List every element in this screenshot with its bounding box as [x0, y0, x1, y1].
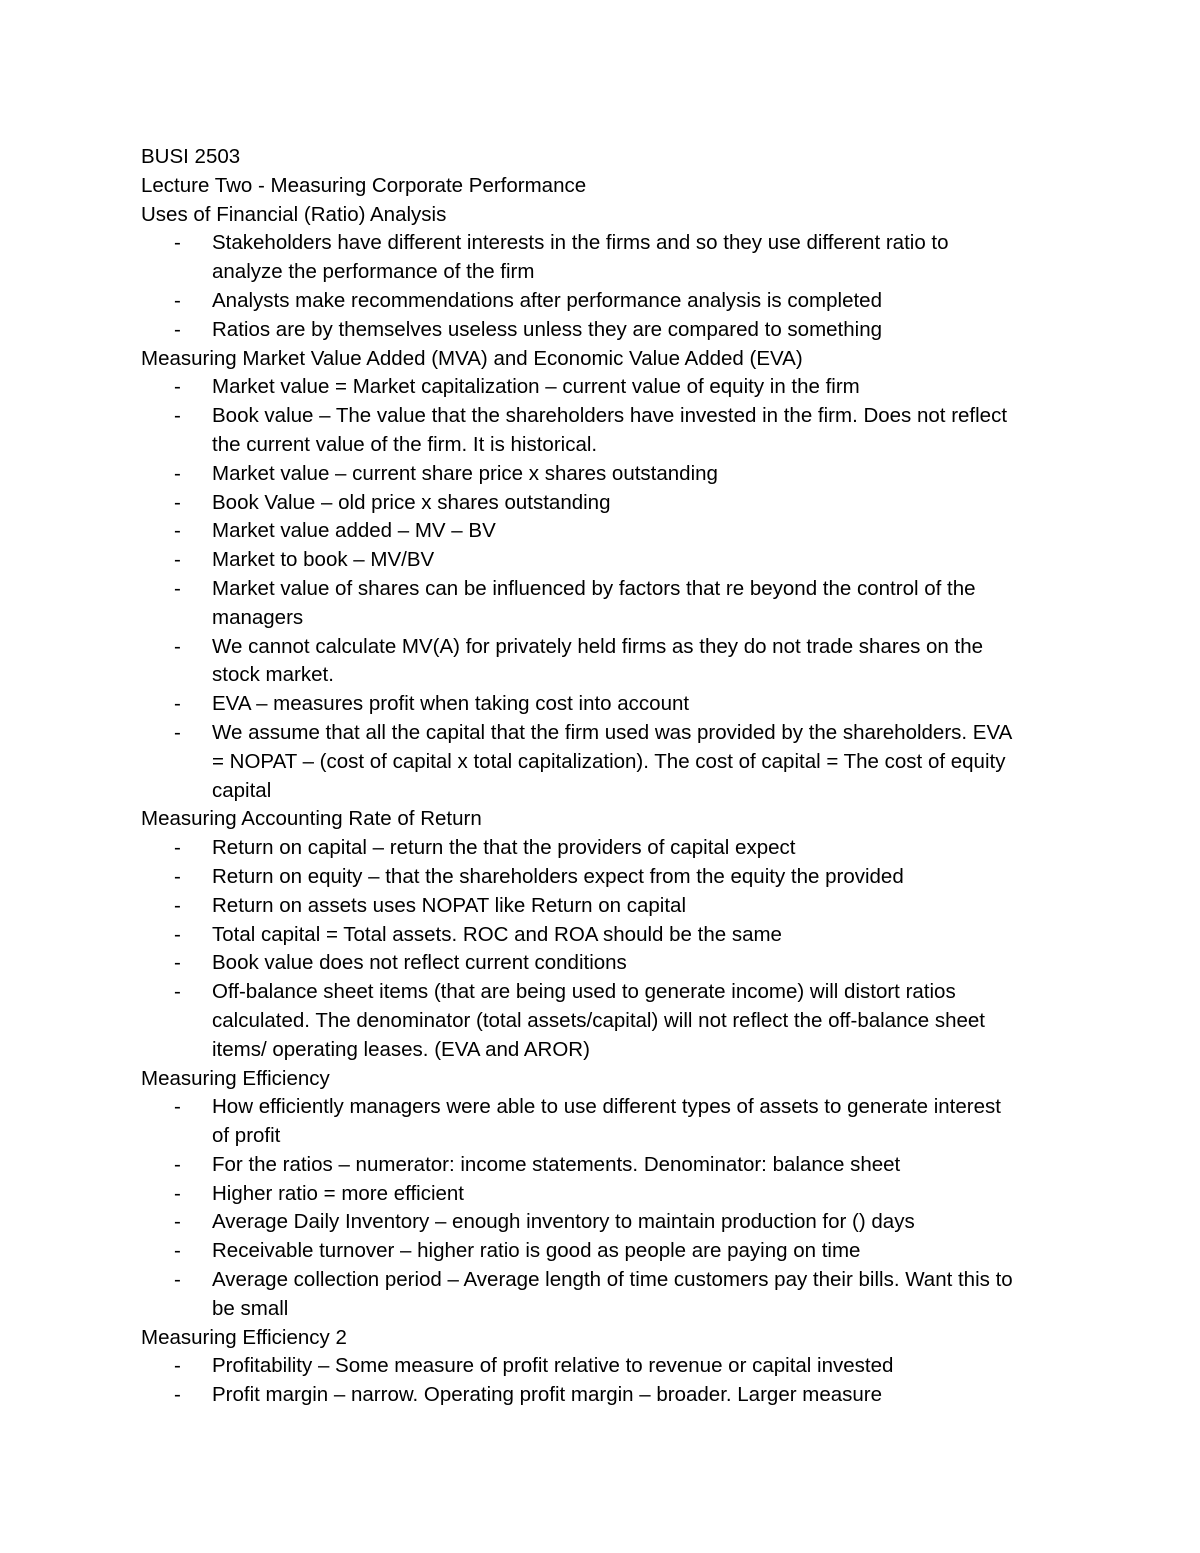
section-heading: Measuring Efficiency — [141, 1066, 330, 1090]
list-item — [141, 921, 1071, 950]
list-item-line: capital — [212, 778, 272, 802]
list-item — [141, 373, 1071, 402]
list-item — [141, 316, 1071, 345]
list-item — [141, 892, 1071, 921]
section-heading: Measuring Accounting Rate of Return — [141, 807, 482, 831]
list-item-text — [212, 921, 1072, 950]
list-item-line: = NOPAT – (cost of capital x total capitalization). The cost of capital = The cost of equity — [212, 749, 1006, 773]
bullet-dash-icon: - — [174, 404, 181, 428]
list-item — [141, 1093, 1071, 1151]
bullet-dash-icon: - — [174, 1268, 181, 1292]
list-item — [141, 1151, 1071, 1180]
bullet-dash-icon: - — [174, 1095, 181, 1119]
bullet-list — [141, 373, 1071, 805]
list-item-line: Profit margin – narrow. Operating profit margin – broader. Larger measure — [212, 1383, 882, 1407]
list-item — [141, 978, 1071, 1064]
list-item — [141, 633, 1071, 691]
bullet-dash-icon: - — [174, 634, 181, 658]
list-item-line: managers — [212, 605, 304, 629]
bullet-dash-icon: - — [174, 692, 181, 716]
list-item-text — [212, 863, 1072, 892]
bullet-dash-icon: - — [174, 951, 181, 975]
list-item — [141, 402, 1071, 460]
list-item-text — [212, 316, 1072, 345]
list-item-text — [212, 633, 1072, 691]
list-item-text — [212, 373, 1072, 402]
list-item-text — [212, 949, 1072, 978]
list-item-text — [212, 719, 1072, 805]
bullet-dash-icon: - — [174, 288, 181, 312]
list-item-line: We cannot calculate MV(A) for privately held firms as they do not trade shares on the — [212, 634, 984, 658]
list-item-line: Return on equity – that the shareholders expect from the equity the provided — [212, 864, 904, 888]
list-item-line: Return on capital – return the that the providers of capital expect — [212, 836, 796, 860]
list-item-text — [212, 287, 1072, 316]
list-item-line: Higher ratio = more efficient — [212, 1181, 465, 1205]
list-item-text — [212, 978, 1072, 1064]
bullet-dash-icon: - — [174, 1181, 181, 1205]
list-item — [141, 546, 1071, 575]
section-heading: Uses of Financial (Ratio) Analysis — [141, 202, 447, 226]
section-heading: Measuring Efficiency 2 — [141, 1325, 347, 1349]
list-item-text — [212, 402, 1072, 460]
list-item — [141, 1180, 1071, 1209]
list-item-text — [212, 1151, 1072, 1180]
list-item-line: calculated. The denominator (total assets/capital) will not reflect the off-balance sheet — [212, 1008, 985, 1032]
bullet-list — [141, 834, 1071, 1064]
list-item-line: Market value – current share price x shares outstanding — [212, 461, 718, 485]
list-item-text — [212, 517, 1072, 546]
list-item — [141, 863, 1071, 892]
list-item — [141, 229, 1071, 287]
list-item — [141, 1208, 1071, 1237]
list-item-line: stock market. — [212, 663, 334, 687]
lecture-title: Lecture Two - Measuring Corporate Performance — [141, 173, 587, 197]
list-item-text — [212, 229, 1072, 287]
bullet-dash-icon: - — [174, 548, 181, 572]
list-item — [141, 489, 1071, 518]
list-item-text — [212, 1208, 1072, 1237]
list-item-line: Off-balance sheet items (that are being used to generate income) will distort ratios — [212, 980, 956, 1004]
list-item-line: Total capital = Total assets. ROC and ROA should be the same — [212, 922, 782, 946]
list-item-line: Market value = Market capitalization – current value of equity in the firm — [212, 375, 860, 399]
list-item-line: the current value of the firm. It is historical. — [212, 432, 598, 456]
bullet-dash-icon: - — [174, 836, 181, 860]
list-item-line: Return on assets uses NOPAT like Return on capital — [212, 893, 687, 917]
list-item-line: Book Value – old price x shares outstanding — [212, 490, 611, 514]
list-item — [141, 1237, 1071, 1266]
bullet-list — [141, 1093, 1071, 1323]
list-item-text — [212, 460, 1072, 489]
bullet-dash-icon: - — [174, 317, 181, 341]
list-item-text — [212, 1093, 1072, 1151]
list-item-line: For the ratios – numerator: income statements. Denominator: balance sheet — [212, 1152, 901, 1176]
list-item-line: EVA – measures profit when taking cost into account — [212, 692, 690, 716]
bullet-dash-icon: - — [174, 490, 181, 514]
bullet-dash-icon: - — [174, 980, 181, 1004]
list-item-text — [212, 489, 1072, 518]
bullet-dash-icon: - — [174, 461, 181, 485]
list-item-line: Book value does not reflect current conditions — [212, 951, 627, 975]
list-item — [141, 690, 1071, 719]
list-item-line: analyze the performance of the firm — [212, 260, 535, 284]
bullet-dash-icon: - — [174, 576, 181, 600]
list-item-line: Average Daily Inventory – enough inventory to maintain production for () days — [212, 1210, 915, 1234]
list-item — [141, 287, 1071, 316]
course-code: BUSI 2503 — [141, 145, 241, 168]
list-item-text — [212, 1237, 1072, 1266]
bullet-dash-icon: - — [174, 1354, 181, 1378]
bullet-dash-icon: - — [174, 1239, 181, 1263]
bullet-list — [141, 229, 1071, 344]
list-item-line: be small — [212, 1296, 289, 1320]
bullet-dash-icon: - — [174, 864, 181, 888]
list-item-line: We assume that all the capital that the firm used was provided by the shareholders. EVA — [212, 720, 1013, 744]
list-item-line: Market value of shares can be influenced by factors that re beyond the control of the — [212, 576, 976, 600]
list-item-line: Market to book – MV/BV — [212, 548, 435, 572]
list-item-line: Market value added – MV – BV — [212, 519, 496, 543]
bullet-dash-icon: - — [174, 720, 181, 744]
list-item-line: Average collection period – Average length of time customers pay their bills. Want this to — [212, 1268, 1013, 1292]
bullet-dash-icon: - — [174, 922, 181, 946]
list-item — [141, 517, 1071, 546]
list-item-line: Receivable turnover – higher ratio is good as people are paying on time — [212, 1239, 861, 1263]
bullet-list — [141, 1352, 1071, 1410]
bullet-dash-icon: - — [174, 893, 181, 917]
list-item-text — [212, 834, 1072, 863]
list-item — [141, 1266, 1071, 1324]
list-item — [141, 1381, 1071, 1410]
list-item-text — [212, 690, 1072, 719]
bullet-dash-icon: - — [174, 231, 181, 255]
bullet-dash-icon: - — [174, 375, 181, 399]
list-item — [141, 1352, 1071, 1381]
list-item-text — [212, 892, 1072, 921]
list-item-line: How efficiently managers were able to use different types of assets to generate interest — [212, 1095, 1001, 1119]
document-page — [141, 143, 1071, 1410]
notes-body — [141, 201, 1071, 1410]
list-item-line: Ratios are by themselves useless unless they are compared to something — [212, 317, 883, 341]
list-item-line: Book value – The value that the shareholders have invested in the firm. Does not reflect — [212, 404, 1008, 428]
list-item — [141, 949, 1071, 978]
list-item-text — [212, 1180, 1072, 1209]
section-heading: Measuring Market Value Added (MVA) and Economic Value Added (EVA) — [141, 346, 803, 370]
list-item-text — [212, 575, 1072, 633]
list-item-text — [212, 1381, 1072, 1410]
list-item-text — [212, 1266, 1072, 1324]
list-item-text — [212, 546, 1072, 575]
list-item — [141, 834, 1071, 863]
list-item-line: of profit — [212, 1124, 281, 1148]
list-item-text — [212, 1352, 1072, 1381]
bullet-dash-icon: - — [174, 519, 181, 543]
list-item-line: items/ operating leases. (EVA and AROR) — [212, 1037, 590, 1061]
list-item-line: Analysts make recommendations after performance analysis is completed — [212, 288, 882, 312]
bullet-dash-icon: - — [174, 1152, 181, 1176]
bullet-dash-icon: - — [174, 1210, 181, 1234]
list-item — [141, 460, 1071, 489]
bullet-dash-icon: - — [174, 1383, 181, 1407]
list-item-line: Profitability – Some measure of profit relative to revenue or capital invested — [212, 1354, 894, 1378]
list-item — [141, 575, 1071, 633]
list-item — [141, 719, 1071, 805]
list-item-line: Stakeholders have different interests in the firms and so they use different ratio to — [212, 231, 949, 255]
